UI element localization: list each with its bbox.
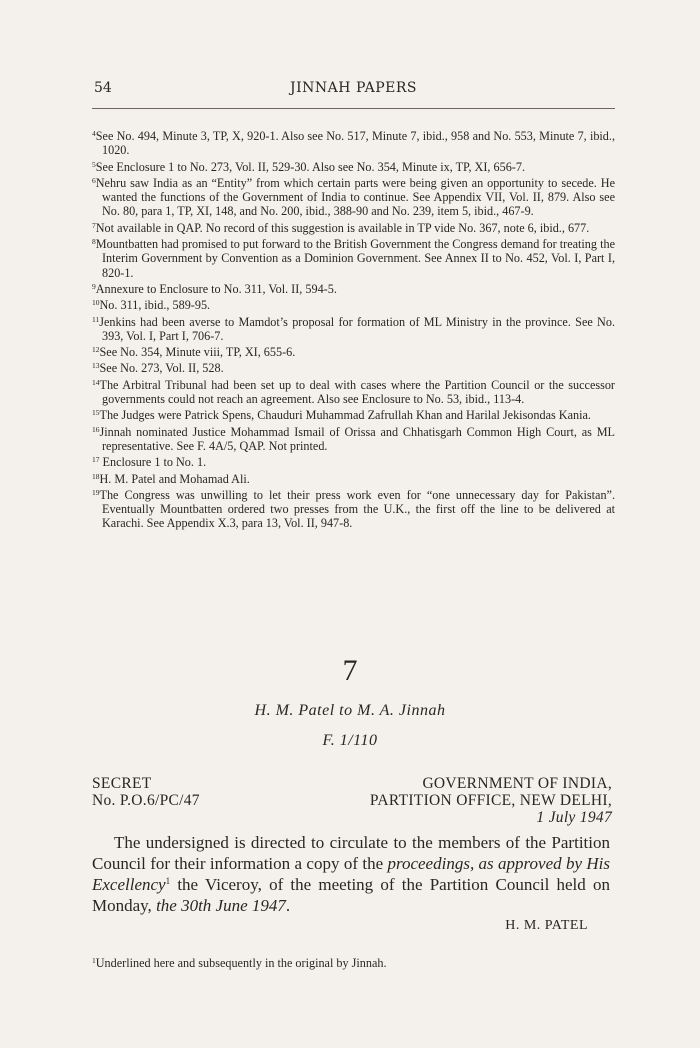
footnote-text: See No. 273, Vol. II, 528. [99, 361, 224, 376]
document-title: H. M. Patel to M. A. Jinnah [254, 702, 446, 719]
body-footnote-marker: 1 [165, 876, 171, 886]
footnote-number: 8 [92, 237, 96, 247]
footnote-text: Not available in QAP. No record of this suggestion is available in TP vide No. 367, note 6, ibid., 677. [95, 220, 590, 235]
footnote-number: 17 [92, 455, 100, 465]
footnote-number: 16 [92, 424, 100, 434]
letter-date: 1 July 1947 [536, 809, 612, 826]
footnote [92, 129, 615, 158]
footnote-text: No. 311, ibid., 589-95. [99, 298, 211, 313]
footnote-text: See No. 494, Minute 3, TP, X, 920-1. Also see No. 517, Minute 7, ibid., 958 and No. 553, Minute 7, ibid., 1020. [95, 129, 615, 158]
footnote-number: 6 [92, 175, 96, 185]
office-line-1: GOVERNMENT OF INDIA, [422, 775, 612, 792]
footnote [92, 282, 615, 296]
letter-heading-right [370, 775, 612, 826]
footnote-number: 11 [92, 314, 100, 324]
footnote [92, 378, 615, 407]
running-title: JINNAH PAPERS [290, 80, 417, 96]
footnote-text: The Arbitral Tribunal had been set up to deal with cases where the Partition Council or the successor governments could not reach an agreement. Also see Enclosure to No. 53, ibid., 113-4. [99, 377, 615, 407]
footnote-number: 14 [92, 377, 100, 387]
footnote-number: 13 [92, 361, 100, 371]
footnote [92, 408, 615, 422]
footnote-text: See Enclosure 1 to No. 273, Vol. II, 529-30. Also see No. 354, Minute ix, TP, XI, 656-7. [95, 159, 525, 174]
footnote-text: Mountbatten had promised to put forward to the British Government the Congress demand for treating the Interim Government by Convention as a Dominion Government. See Annex II to No. 452, Vol. I, Part I, 820-1. [95, 237, 615, 280]
footnote-text: The Congress was unwilling to let their press work even for “one unnecessary day for Pakistan”. Eventually Mountbatten ordered two presses from the U.K., the first off the line to be delivered at Karachi. See Appendix X.3, para 13, Vol. II, 947-8. [99, 487, 615, 531]
footnote-text: Jenkins had been averse to Mamdot’s proposal for formation of ML Ministry in the province. See No. 393, Vol. I, Part I, 706-7. [99, 314, 615, 343]
body-text-2: the Viceroy, of the meeting of the Partition Council held on Monday, [92, 875, 610, 915]
footnote-text: Jinnah nominated Justice Mohammad Ismail of Orissa and Chhatisgarh Common High Court, as ML representative. See F. 4A/5, QAP. Not printed. [99, 424, 615, 453]
footnote-text: H. M. Patel and Mohamad Ali. [99, 471, 250, 486]
body-text-1: The undersigned is directed to circulate to the members of the Partition Council for their information a copy of the [92, 833, 610, 873]
footnote-number: 19 [92, 487, 100, 497]
footnote [92, 315, 615, 344]
bottom-footnote-text: Underlined here and subsequently in the original by Jinnah. [95, 956, 387, 970]
footnotes [92, 129, 615, 533]
footnote-text: Annexure to Enclosure to No. 311, Vol. II, 594-5. [95, 281, 337, 296]
page-number: 54 [94, 80, 112, 96]
file-reference: F. 1/110 [322, 732, 378, 749]
body-text-3: . [285, 896, 291, 915]
running-head [92, 78, 615, 109]
footnote [92, 361, 615, 375]
footnote-text: The Judges were Patrick Spens, Chauduri Muhammad Zafrullah Khan and Harilal Jekisondas Kania. [99, 408, 591, 423]
footnote [92, 425, 615, 454]
footnote-number: 10 [92, 298, 100, 308]
footnote [92, 455, 615, 469]
footnote-number: 5 [92, 159, 96, 169]
reference-number: No. P.O.6/PC/47 [92, 792, 200, 809]
footnote [92, 176, 615, 219]
footnote-number: 18 [92, 471, 100, 481]
footnote-number: 12 [92, 345, 100, 355]
footnote-text: See No. 354, Minute viii, TP, XI, 655-6. [99, 345, 296, 360]
footnote [92, 221, 615, 235]
office-line-2: PARTITION OFFICE, NEW DELHI, [369, 792, 612, 809]
footnote [92, 488, 615, 531]
classification: SECRET [92, 775, 152, 792]
letter-body [92, 832, 610, 916]
footnote [92, 160, 615, 174]
bottom-footnote [92, 956, 612, 971]
footnote-number: 15 [92, 408, 100, 418]
footnote [92, 345, 615, 359]
footnote-text: Nehru saw India as an “Entity” from which certain parts were being given an opportunity to secede. He wanted the functions of the Government of India to continue. See Appendix VII, Vol. II, 879. Also see No. 80, para 1, TP, XI, 148, and No. 200, ibid., 388-90 and No. 239, item 5, ibid., 467-9. [95, 175, 615, 219]
body-italic-2: the 30th June 1947 [156, 896, 286, 915]
footnote-number: 9 [92, 281, 96, 291]
footnote-number: 7 [92, 220, 96, 230]
footnote [92, 472, 615, 486]
signature: H. M. PATEL [505, 918, 588, 933]
footnote [92, 298, 615, 312]
letter-heading-left [92, 775, 200, 809]
document-number: 7 [342, 654, 358, 687]
bottom-footnote-number: 1 [92, 956, 96, 965]
footnote-text: Enclosure 1 to No. 1. [99, 455, 207, 470]
footnote-number: 4 [92, 129, 96, 138]
footnote [92, 237, 615, 280]
body-italic-1: proceedings, as approved by His Excellency [92, 854, 610, 894]
